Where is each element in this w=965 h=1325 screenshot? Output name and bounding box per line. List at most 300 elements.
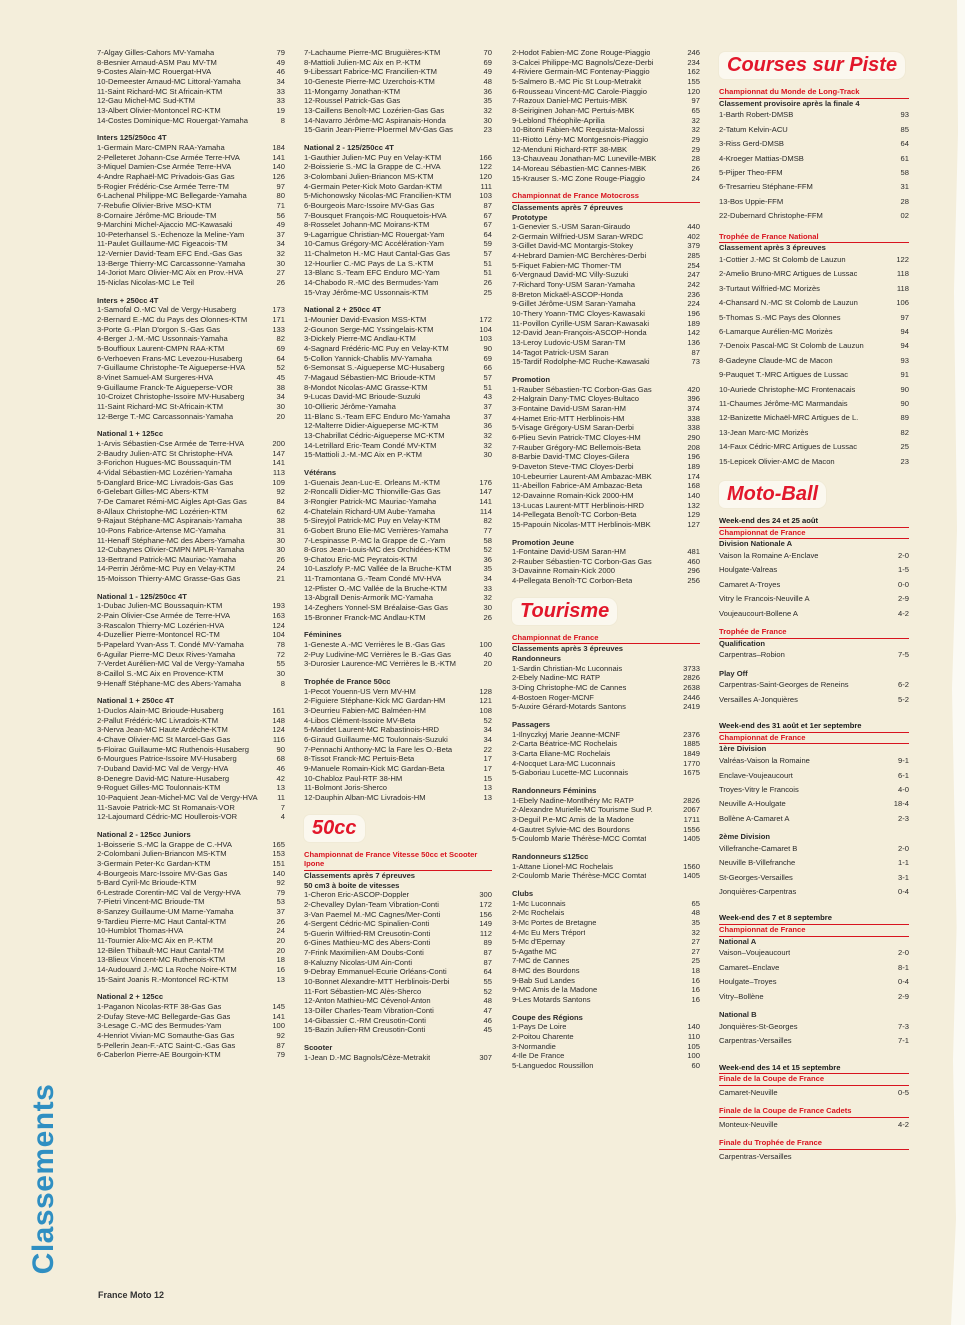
result-row [97, 936, 285, 946]
result-value: 2826 [683, 795, 700, 805]
result-row [304, 948, 492, 958]
result-row [97, 1050, 285, 1060]
result-value: 374 [687, 403, 700, 413]
ranking-section [97, 696, 285, 822]
result-name: Troyes-Vitry le Francois [719, 784, 799, 794]
result-row [719, 885, 909, 899]
result-row [304, 116, 492, 126]
result-value: 104 [479, 324, 492, 334]
result-name: 4-Bostoen Roger-MCNF [512, 692, 594, 702]
result-name: 6-Mourgues Patrice-Issoire MV-Husaberg [97, 754, 237, 764]
result-value: 57 [483, 373, 492, 382]
championship-title: Championnat de France [512, 633, 700, 645]
result-row [97, 526, 285, 536]
result-value: 26 [276, 554, 285, 564]
result-row [512, 557, 700, 567]
result-value: 254 [687, 260, 700, 270]
result-name: 5-Fiquet Fabien-MC Thomer-TM [512, 260, 622, 270]
result-name: 11-Tournier Alix-MC Aix en P.-KTM [97, 936, 213, 946]
result-value: 46 [276, 763, 285, 773]
result-name: 15-Bronner Franck-MC Andlau-KTM [304, 612, 426, 622]
result-row [512, 125, 700, 135]
result-name: 6-Bourgeois Marc-Issoire MV-Gas Gas [304, 200, 435, 210]
result-name: Vaison la Romaine A-Enclave [719, 550, 819, 560]
result-value: 97 [276, 181, 285, 191]
result-name: 15-Papouin Nicolas-MTT Herblinois-MBK [512, 519, 651, 529]
result-value: 30 [276, 545, 285, 555]
result-row [304, 211, 492, 221]
result-name: 10-Humblot Thomas-HVA [97, 926, 184, 936]
result-row [512, 862, 700, 872]
result-row [304, 162, 492, 172]
result-row [304, 412, 492, 422]
result-name: 12-Bilen Thibault-MC Haut Cantal-TM [97, 945, 224, 955]
result-name: 13-Chabrillat Cédric-Aigueperse MC-KTM [304, 430, 445, 440]
result-name: 1-Samofal O.-MC Val de Vergy-Husaberg [97, 305, 237, 315]
result-row [304, 450, 492, 460]
standings-subtitle: Qualification [719, 638, 765, 648]
result-row [719, 325, 909, 339]
result-row [512, 1051, 700, 1061]
result-value: 234 [687, 57, 700, 67]
result-row [97, 87, 285, 97]
section-title: Coupe des Régions [512, 1012, 583, 1022]
result-name: 14-Letrillard Eric-Team Condé MV-KTM [304, 440, 437, 450]
torn-edge [945, 0, 965, 1325]
result-value: 148 [272, 715, 285, 725]
result-row [304, 153, 492, 163]
result-value: 1405 [683, 871, 700, 881]
result-row [512, 452, 700, 462]
result-name: 12-Cubaynes Olivier-CMPN MPLR-Yamaha [97, 545, 245, 555]
result-value: 34 [483, 725, 492, 735]
result-value: 168 [687, 481, 700, 491]
result-name: 4-Ile De France [512, 1051, 565, 1061]
result-name: 3-Davainne Romain-Kick 2000 [512, 566, 615, 576]
result-value: 112 [479, 928, 492, 938]
result-row [512, 985, 700, 995]
result-value: 105 [687, 1041, 700, 1051]
ranking-section [512, 654, 700, 712]
result-value: 51 [483, 268, 492, 278]
result-value: 72 [276, 649, 285, 659]
result-name: Bollène A-Camaret A [719, 813, 790, 823]
result-name: 11-Paulet Guillaume-MC Figeacois-TM [97, 239, 228, 249]
result-value: 35 [483, 564, 492, 574]
result-value: 38 [276, 516, 285, 526]
result-row [719, 282, 909, 296]
result-value: 7 [280, 802, 285, 812]
result-row [304, 650, 492, 660]
result-name: 15-Tardif Rodolphe-MC Ruche-Kawasaki [512, 357, 650, 367]
result-value: 172 [479, 315, 492, 325]
result-name: 9-Lucas David-MC Brioude-Suzuki [304, 392, 421, 402]
result-name: 3-Rongier Patrick-MC Mauriac-Yamaha [304, 496, 437, 506]
result-name: 6-Plieu Sevin Patrick-TMC Cloyes-HM [512, 432, 641, 442]
section-title: National 1 - 125/250cc 4T [97, 591, 187, 601]
result-row [719, 267, 909, 281]
standings-subtitle: National A [719, 936, 757, 946]
section-title: Passagers [512, 720, 550, 730]
result-name: 14-Perrin Jérôme-MC Puy en Velay-KTM [97, 564, 235, 574]
result-row [304, 431, 492, 441]
result-name: 15-Moisson Thierry-AMC Grasse-Gas Gas [97, 574, 241, 584]
result-value: 1556 [683, 824, 700, 834]
result-value: 396 [687, 394, 700, 404]
result-value: 52 [276, 363, 285, 373]
result-value: 64 [483, 967, 492, 977]
championship-title: Championnat de France Motocross [512, 191, 700, 203]
result-row [719, 296, 909, 310]
result-name: 22-Dubernard Christophe-FFM [719, 211, 823, 221]
result-value: 1-1 [898, 858, 909, 868]
result-name: 10-Pons Fabrice-Artense MC-Yamaha [97, 525, 226, 535]
result-row [512, 232, 700, 242]
result-value: 1849 [683, 749, 700, 758]
ranking-section [304, 305, 492, 460]
result-value: 84 [276, 496, 285, 506]
result-value: 13 [276, 783, 285, 793]
result-value: 92 [276, 487, 285, 497]
result-value: 37 [276, 229, 285, 239]
result-name: 8-Caillol S.-MC Aix en Provence-KTM [97, 669, 224, 679]
result-name: 10-Geneste Pierre-MC Uzerchois-KTM [304, 76, 435, 86]
section-side-label: Classements [27, 1083, 60, 1275]
result-value: 247 [687, 270, 700, 280]
result-row [97, 48, 285, 58]
result-name: 13-Diller Charles-Team Vibration-Conti [304, 1006, 434, 1016]
section-title: Randonneurs ≤125cc [512, 851, 589, 861]
result-row [97, 849, 285, 859]
result-value: 1560 [683, 861, 700, 871]
result-name: 13-Bertrand Patrick-MC Mauriac-Yamaha [97, 554, 237, 564]
result-value: 29 [691, 144, 700, 154]
result-value: 49 [483, 67, 492, 77]
result-row [97, 116, 285, 126]
result-value: 224 [687, 299, 700, 309]
result-name: 1-Paganon Nicolas-RTF 38-Gas Gas [97, 1002, 222, 1012]
result-row [97, 679, 285, 689]
result-name: 8-Barbie David-TMC Cloyes-Gilera [512, 452, 630, 462]
result-name: 14-Joriot Marc Olivier-MC Aix en Prov.-HVA [97, 268, 244, 278]
result-row [97, 497, 285, 507]
spacer [719, 899, 909, 905]
result-value: 106 [896, 298, 909, 308]
result-row [97, 162, 285, 172]
result-row [97, 468, 285, 478]
result-value: 31 [276, 525, 285, 535]
result-value: 25 [900, 442, 909, 452]
result-row [97, 545, 285, 555]
weekend-section [719, 516, 909, 713]
spacer [719, 1164, 909, 1170]
result-row [304, 545, 492, 555]
result-row [719, 693, 909, 707]
ranking-section [304, 48, 492, 135]
result-row [97, 1012, 285, 1022]
result-name: 1-Ebely Nadine-Montlhéry Mc RATP [512, 795, 634, 805]
result-row [304, 716, 492, 726]
result-name: 2-Ebely Nadine-MC RATP [512, 673, 601, 683]
result-value: 90 [900, 398, 909, 408]
result-name: 4-Kroeger Mattias-DMSB [719, 153, 804, 163]
result-name: 2-Amelio Bruno-MRC Artigues de Lussac [719, 269, 858, 279]
result-name: 6-Semonsat S.-Aigueperse MC-Husaberg [304, 363, 445, 373]
result-name: Vaison–Voujeaucourt [719, 948, 791, 958]
result-value: 78 [276, 640, 285, 650]
result-row [304, 96, 492, 106]
result-value: 89 [483, 938, 492, 948]
result-name: 6-Lachenal Philippe-MC Bellegarde-Yamaha [97, 191, 247, 201]
result-row [304, 640, 492, 650]
result-row [304, 172, 492, 182]
result-row [304, 125, 492, 135]
result-value [906, 1150, 909, 1164]
result-row [97, 478, 285, 488]
result-name: 15-Niclas Nicolas-MC Le Teil [97, 278, 194, 288]
result-row [97, 439, 285, 449]
result-value: 38 [276, 382, 285, 392]
result-value: 52 [483, 715, 492, 725]
result-name: 9-Henaff Stéphane-MC des Abers-Yamaha [97, 678, 242, 688]
result-value: 31 [900, 182, 909, 192]
result-name: 4-Chave Olivier-MC St Marcel-Gas Gas [97, 734, 231, 744]
result-name: 2-Dufay Steve-MC Bellegarde-Gas Gas [97, 1011, 231, 1021]
result-value: 28 [691, 154, 700, 164]
result-name: 8-Denegre David-MC Nature-Husaberg [97, 773, 230, 783]
ranking-section [304, 881, 492, 1036]
result-row [97, 58, 285, 68]
result-value: 71 [276, 200, 285, 210]
result-value: 196 [687, 309, 700, 319]
result-row [512, 58, 700, 68]
result-value: 65 [691, 898, 700, 908]
result-name: 10-Thery Yoann-TMC Cloyes-Kawasaki [512, 309, 645, 319]
result-value: 87 [483, 200, 492, 210]
result-name: 1-Ilnyczkyj Marie Jeanne-MCNF [512, 729, 621, 739]
result-name: 2-Alexandre Murielle-MC Tourisme Sud P. [512, 805, 653, 815]
result-value: 120 [687, 86, 700, 96]
result-name: 3-Forichon Hugues-MC Boussaquin-TM [97, 458, 232, 468]
championship-title: Finale du Trophée de France [719, 1138, 909, 1150]
result-name: 7-Denoix Pascal-MC St Colomb de Lauzun [719, 341, 864, 351]
result-value: 42 [276, 773, 285, 783]
result-row [97, 507, 285, 517]
result-row [97, 239, 285, 249]
result-name: 10-Bonnet Alexandre-MTT Herblinois-Derbi [304, 977, 450, 987]
result-name: 5-Auxire Gérard-Motards Santons [512, 702, 626, 712]
result-value: 0-4 [898, 887, 909, 897]
result-value: 172 [479, 899, 492, 909]
result-value: 236 [687, 289, 700, 299]
result-value: 113 [272, 467, 285, 477]
result-row [97, 888, 285, 898]
result-name: 9-Marchini Michel-Ajaccio MC-Kawasaki [97, 220, 233, 230]
result-value: 166 [479, 152, 492, 162]
result-value: 48 [483, 76, 492, 86]
result-value: 67 [483, 220, 492, 230]
result-row [719, 648, 909, 662]
result-name: 10-Camus Grégory-MC Accélération-Yam [304, 239, 444, 249]
result-row [97, 516, 285, 526]
result-row [304, 516, 492, 526]
result-value: 25 [691, 956, 700, 966]
result-value: 122 [896, 254, 909, 264]
result-name: Camaret A-Troyes [719, 579, 781, 589]
result-name: 6-Vergnaud David-MC Villy-Suzuki [512, 270, 629, 280]
section-title: National 2 + 250cc 4T [304, 305, 382, 315]
result-row [97, 917, 285, 927]
result-value: 52 [483, 986, 492, 996]
result-value: 34 [276, 392, 285, 402]
result-row [719, 166, 909, 180]
result-row [719, 797, 909, 811]
result-name: 4-Riviere Germain-MC Fontenay-Piaggio [512, 67, 650, 77]
result-value: 161 [272, 706, 285, 715]
result-row [304, 421, 492, 431]
result-value: 246 [687, 48, 700, 57]
result-row [97, 305, 285, 315]
result-row [512, 67, 700, 77]
result-row [304, 77, 492, 87]
result-value: 82 [276, 334, 285, 344]
result-value: 111 [480, 181, 492, 191]
championship-title: Finale de la Coupe de France [719, 1074, 909, 1086]
result-name: 2-Pallut Frédéric-MC Livradois-KTM [97, 715, 219, 725]
result-value: 13 [483, 792, 492, 802]
result-name: 11-Saint Richard-MC St Africain-KTM [97, 86, 223, 96]
result-name: 13-Blieux Vincent-MC Ruthenois-KTM [97, 955, 226, 965]
result-value: 0-0 [898, 579, 909, 589]
result-row [97, 182, 285, 192]
result-name: 1-Duclos Alain-MC Brioude-Husaberg [97, 706, 224, 715]
result-row [97, 373, 285, 383]
result-row [97, 840, 285, 850]
result-row [97, 412, 285, 422]
result-name: 2-Germain Wilfried-USM Saran-WRDC [512, 231, 644, 241]
result-name: 13-Caillens Benoît-MC Lozérien-Gas Gas [304, 105, 445, 115]
result-row [304, 478, 492, 488]
result-value: 307 [479, 1052, 492, 1062]
result-name: 15-Lepicek Olivier-AMC de Macon [719, 456, 835, 466]
result-name: 3-Turtaut Wilfried-MC Morizès [719, 283, 820, 293]
result-name: 3-Fontaine David-USM Saran-HM [512, 403, 626, 413]
result-value: 165 [272, 839, 285, 849]
result-row [97, 106, 285, 116]
result-row [97, 230, 285, 240]
result-row [97, 754, 285, 764]
result-name: 5-Sireyjol Patrick-MC Puy en Velay-KTM [304, 516, 441, 526]
result-value: 481 [687, 547, 700, 557]
result-row [304, 230, 492, 240]
result-name: 11-Riotto Lény-MC Montgesnois-Piaggio [512, 134, 649, 144]
result-value: 79 [276, 887, 285, 897]
result-value: 24 [691, 173, 700, 183]
result-name: 7-Lachaume Pierre-MC Bruguières-KTM [304, 48, 441, 57]
result-name: 3-Dickely Pierre-MC Andlau-KTM [304, 334, 416, 344]
ranking-section [97, 592, 285, 689]
result-row [512, 976, 700, 986]
result-value: 124 [272, 620, 285, 630]
result-row [512, 423, 700, 433]
result-value: 2638 [683, 683, 700, 693]
result-row [97, 449, 285, 459]
result-name: Jonquières-St-Georges [719, 1021, 798, 1031]
result-name: 14-Navarro Jérôme-MC Aspiranais-Honda [304, 115, 446, 125]
result-value: 34 [276, 239, 285, 249]
result-row [304, 182, 492, 192]
result-row [97, 172, 285, 182]
result-value: 4 [280, 812, 285, 822]
result-value: 109 [272, 477, 285, 487]
result-name: 8-Seiriginen Johan-MC Pertuis-MBK [512, 105, 635, 115]
result-name: 12-Hourlier C.-MC Pays de La S.-KTM [304, 258, 434, 268]
result-row [512, 759, 700, 769]
result-row [97, 907, 285, 917]
spacer [719, 707, 909, 713]
result-name: 12-David Jean-François-ASCOP-Honda [512, 328, 647, 338]
section-title: Randonneurs Féminins [512, 785, 597, 795]
result-row [512, 135, 700, 145]
result-name: 6-Aguilar Pierre-MC Deux Rives-Yamaha [97, 649, 236, 659]
result-name: 13-Bos Uppie-FFM [719, 196, 784, 206]
result-value: 87 [483, 948, 492, 958]
result-value: 189 [687, 461, 700, 471]
result-row [304, 58, 492, 68]
result-name: 3-Carta Eliane-MC Rochelais [512, 749, 611, 758]
column-3 [512, 48, 700, 1079]
result-row [97, 621, 285, 631]
championship-title: Trophée de France [719, 627, 909, 639]
result-value: 30 [483, 115, 492, 125]
result-value: 93 [900, 110, 909, 120]
result-value: 53 [276, 897, 285, 907]
result-value: 40 [483, 649, 492, 659]
result-row [304, 354, 492, 364]
result-name: 7-Frink Maximilien-AM Doubs-Conti [304, 948, 424, 958]
ranking-section [512, 786, 700, 844]
result-value: 145 [272, 1002, 285, 1012]
result-name: 6-Gobert Bruno Elie-MC Verrières-Yamaha [304, 525, 449, 535]
result-name: 11-Fort Sébastien-MC Alès-Sherco [304, 986, 422, 996]
result-value: 55 [276, 659, 285, 669]
result-row [512, 164, 700, 174]
result-row [304, 555, 492, 565]
result-row [304, 1006, 492, 1016]
result-value: 196 [687, 452, 700, 462]
result-row [719, 1020, 909, 1034]
result-row [304, 392, 492, 402]
result-name: 1-Cheron Eric-ASCOP-Doppler [304, 890, 410, 900]
result-value: 79 [276, 48, 285, 57]
result-value: 87 [691, 347, 700, 357]
result-name: 9-Pauquet T.-MRC Artigues de Lussac [719, 370, 849, 380]
result-row [512, 673, 700, 683]
result-name: 15-Krauser S.-MC Zone Rouge-Piaggio [512, 173, 645, 183]
result-value: 94 [900, 326, 909, 336]
result-row [97, 745, 285, 755]
result-value: 69 [483, 353, 492, 363]
result-value: 3-1 [898, 872, 909, 882]
result-row [304, 977, 492, 987]
result-value: 122 [479, 162, 492, 172]
result-row [304, 793, 492, 803]
result-value: 48 [483, 996, 492, 1006]
result-name: 13-Blanc S.-Team EFC Enduro MC-Yam [304, 268, 440, 278]
result-value: 285 [687, 251, 700, 261]
result-name: 9-Costes Alain-MC Rouergat-HVA [97, 67, 212, 77]
result-value: 124 [272, 725, 285, 735]
